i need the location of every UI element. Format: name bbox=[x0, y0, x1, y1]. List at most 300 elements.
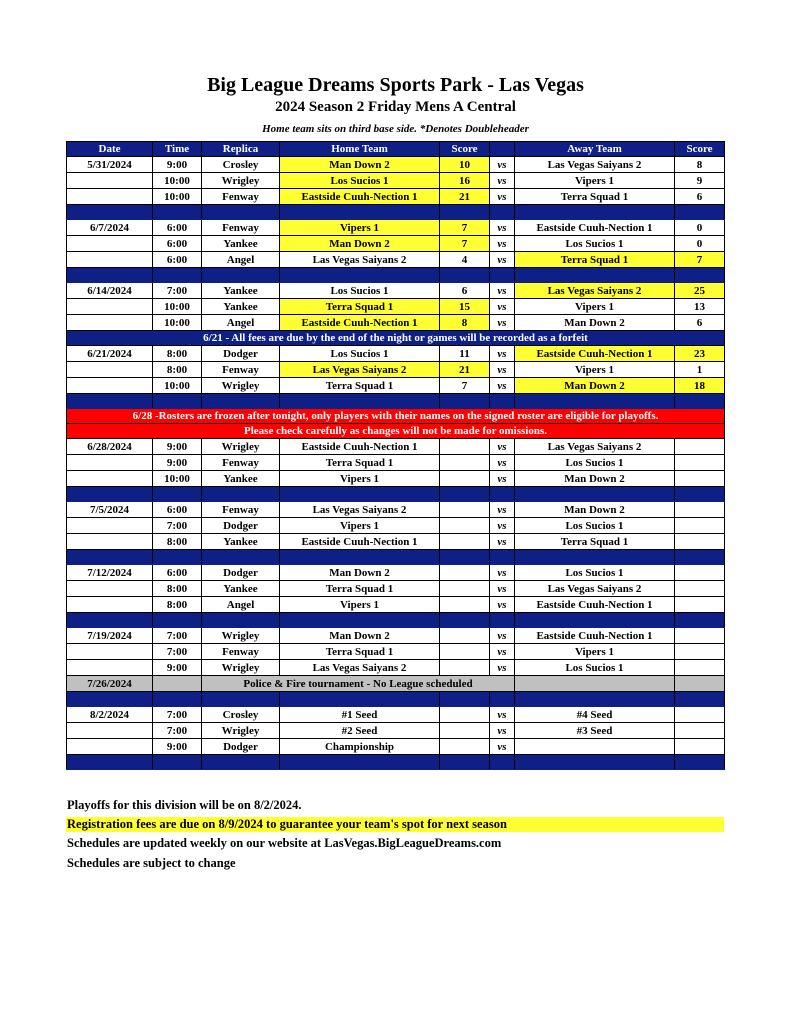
separator-cell bbox=[515, 487, 675, 502]
game-row bbox=[67, 236, 725, 252]
game-row bbox=[67, 581, 725, 597]
game-time: 6:00 bbox=[153, 252, 202, 268]
game-row bbox=[67, 471, 725, 487]
game-time: 10:00 bbox=[153, 299, 202, 315]
separator-cell bbox=[280, 755, 440, 770]
separator-cell bbox=[675, 550, 725, 565]
separator-cell bbox=[515, 205, 675, 220]
game-date: 6/14/2024 bbox=[67, 283, 153, 299]
home-score bbox=[440, 455, 490, 471]
game-field: Fenway bbox=[202, 362, 280, 378]
away-score bbox=[675, 723, 725, 739]
away-score bbox=[675, 471, 725, 487]
page-subtitle: 2024 Season 2 Friday Mens A Central bbox=[275, 99, 516, 115]
separator-cell bbox=[515, 268, 675, 283]
home-team: Las Vegas Saiyans 2 bbox=[280, 660, 440, 676]
separator-cell bbox=[440, 268, 490, 283]
game-field: Wrigley bbox=[202, 628, 280, 644]
vs-label: vs bbox=[490, 220, 515, 236]
no-league-row bbox=[67, 676, 725, 692]
away-score bbox=[675, 439, 725, 455]
vs-label: vs bbox=[490, 660, 515, 676]
empty-cell bbox=[153, 676, 202, 692]
game-field: Yankee bbox=[202, 581, 280, 597]
game-row bbox=[67, 597, 725, 613]
game-field: Fenway bbox=[202, 455, 280, 471]
home-score bbox=[440, 518, 490, 534]
game-field: Dodger bbox=[202, 518, 280, 534]
separator-cell bbox=[202, 550, 280, 565]
game-row bbox=[67, 502, 725, 518]
home-team: Las Vegas Saiyans 2 bbox=[280, 252, 440, 268]
away-team: Man Down 2 bbox=[515, 502, 675, 518]
separator-cell bbox=[440, 205, 490, 220]
separator-cell bbox=[490, 550, 515, 565]
game-field: Yankee bbox=[202, 471, 280, 487]
away-score: 23 bbox=[675, 346, 725, 362]
separator-cell bbox=[675, 613, 725, 628]
vs-label: vs bbox=[490, 439, 515, 455]
column-header: Away Team bbox=[515, 142, 675, 157]
game-time: 8:00 bbox=[153, 597, 202, 613]
game-date: 8/2/2024 bbox=[67, 707, 153, 723]
footer-website: Schedules are updated weekly on our website at LasVegas.BigLeagueDreams.com bbox=[67, 836, 502, 850]
home-score bbox=[440, 581, 490, 597]
away-team bbox=[515, 739, 675, 755]
vs-label: vs bbox=[490, 157, 515, 173]
game-row bbox=[67, 252, 725, 268]
vs-label: vs bbox=[490, 723, 515, 739]
separator-row bbox=[67, 394, 725, 409]
game-time: 9:00 bbox=[153, 439, 202, 455]
game-row bbox=[67, 518, 725, 534]
separator-cell bbox=[440, 755, 490, 770]
separator-cell bbox=[675, 394, 725, 409]
page-title: Big League Dreams Sports Park - Las Vegas bbox=[207, 74, 584, 96]
game-field: Yankee bbox=[202, 534, 280, 550]
vs-label: vs bbox=[490, 581, 515, 597]
separator-cell bbox=[440, 394, 490, 409]
home-score bbox=[440, 439, 490, 455]
away-score bbox=[675, 628, 725, 644]
away-score: 9 bbox=[675, 173, 725, 189]
game-row bbox=[67, 283, 725, 299]
separator-cell bbox=[490, 692, 515, 707]
game-field: Dodger bbox=[202, 346, 280, 362]
separator-row bbox=[67, 613, 725, 628]
game-row bbox=[67, 173, 725, 189]
game-field: Fenway bbox=[202, 644, 280, 660]
away-team: Las Vegas Saiyans 2 bbox=[515, 283, 675, 299]
game-field: Yankee bbox=[202, 283, 280, 299]
game-field: Crosley bbox=[202, 157, 280, 173]
column-header: Replica bbox=[202, 142, 280, 157]
no-league-date: 7/26/2024 bbox=[67, 676, 153, 692]
away-team: Vipers 1 bbox=[515, 362, 675, 378]
game-time: 10:00 bbox=[153, 173, 202, 189]
home-score bbox=[440, 628, 490, 644]
game-row bbox=[67, 299, 725, 315]
game-date: 7/19/2024 bbox=[67, 628, 153, 644]
notice-text: Please check carefully as changes will not be made for omissions. bbox=[67, 424, 725, 439]
separator-cell bbox=[202, 394, 280, 409]
home-score bbox=[440, 565, 490, 581]
footer-registration: Registration fees are due on 8/9/2024 to guarantee your team's spot for next season bbox=[66, 817, 724, 832]
game-row bbox=[67, 362, 725, 378]
game-field: Yankee bbox=[202, 299, 280, 315]
separator-cell bbox=[515, 550, 675, 565]
away-team: Man Down 2 bbox=[515, 471, 675, 487]
home-team: Championship bbox=[280, 739, 440, 755]
away-score: 6 bbox=[675, 315, 725, 331]
vs-label: vs bbox=[490, 565, 515, 581]
away-team: Vipers 1 bbox=[515, 173, 675, 189]
vs-label: vs bbox=[490, 346, 515, 362]
home-team: Vipers 1 bbox=[280, 220, 440, 236]
empty-cell bbox=[515, 676, 675, 692]
vs-label: vs bbox=[490, 471, 515, 487]
separator-row bbox=[67, 692, 725, 707]
separator-cell bbox=[153, 268, 202, 283]
separator-cell bbox=[440, 487, 490, 502]
away-team: Terra Squad 1 bbox=[515, 189, 675, 205]
separator-cell bbox=[202, 613, 280, 628]
home-team: Man Down 2 bbox=[280, 157, 440, 173]
away-score bbox=[675, 660, 725, 676]
separator-cell bbox=[153, 487, 202, 502]
separator-row bbox=[67, 755, 725, 770]
game-field: Wrigley bbox=[202, 439, 280, 455]
game-date bbox=[67, 189, 153, 205]
game-field: Dodger bbox=[202, 739, 280, 755]
separator-cell bbox=[67, 550, 153, 565]
game-date: 6/7/2024 bbox=[67, 220, 153, 236]
away-team: Los Sucios 1 bbox=[515, 660, 675, 676]
home-score bbox=[440, 723, 490, 739]
away-score: 13 bbox=[675, 299, 725, 315]
separator-cell bbox=[280, 394, 440, 409]
game-date: 6/28/2024 bbox=[67, 439, 153, 455]
game-field: Fenway bbox=[202, 220, 280, 236]
game-row bbox=[67, 378, 725, 394]
away-team: Terra Squad 1 bbox=[515, 534, 675, 550]
home-team: Eastside Cuuh-Nection 1 bbox=[280, 439, 440, 455]
vs-label: vs bbox=[490, 283, 515, 299]
away-score: 0 bbox=[675, 220, 725, 236]
fees-notice-row bbox=[67, 331, 725, 346]
away-score: 8 bbox=[675, 157, 725, 173]
home-score bbox=[440, 644, 490, 660]
game-date bbox=[67, 236, 153, 252]
vs-label: vs bbox=[490, 502, 515, 518]
away-team: Terra Squad 1 bbox=[515, 252, 675, 268]
game-date: 7/5/2024 bbox=[67, 502, 153, 518]
vs-label: vs bbox=[490, 189, 515, 205]
header-row bbox=[67, 142, 725, 157]
game-date bbox=[67, 723, 153, 739]
home-score: 11 bbox=[440, 346, 490, 362]
away-team: Eastside Cuuh-Nection 1 bbox=[515, 346, 675, 362]
separator-cell bbox=[440, 613, 490, 628]
game-date bbox=[67, 362, 153, 378]
separator-cell bbox=[67, 205, 153, 220]
home-team: Vipers 1 bbox=[280, 518, 440, 534]
separator-cell bbox=[280, 550, 440, 565]
home-team: #2 Seed bbox=[280, 723, 440, 739]
game-field: Yankee bbox=[202, 236, 280, 252]
home-team: Terra Squad 1 bbox=[280, 644, 440, 660]
separator-cell bbox=[515, 692, 675, 707]
game-date bbox=[67, 252, 153, 268]
game-time: 8:00 bbox=[153, 346, 202, 362]
home-team: Eastside Cuuh-Nection 1 bbox=[280, 315, 440, 331]
separator-cell bbox=[675, 268, 725, 283]
game-date bbox=[67, 173, 153, 189]
game-row bbox=[67, 439, 725, 455]
vs-label: vs bbox=[490, 378, 515, 394]
game-date bbox=[67, 581, 153, 597]
game-field: Dodger bbox=[202, 565, 280, 581]
schedule-table bbox=[66, 141, 725, 770]
separator-cell bbox=[67, 613, 153, 628]
home-score bbox=[440, 660, 490, 676]
home-score: 10 bbox=[440, 157, 490, 173]
away-score: 0 bbox=[675, 236, 725, 252]
home-score: 16 bbox=[440, 173, 490, 189]
game-field: Wrigley bbox=[202, 378, 280, 394]
game-time: 7:00 bbox=[153, 628, 202, 644]
separator-cell bbox=[67, 268, 153, 283]
home-score: 21 bbox=[440, 362, 490, 378]
vs-label: vs bbox=[490, 518, 515, 534]
separator-cell bbox=[153, 613, 202, 628]
game-time: 9:00 bbox=[153, 660, 202, 676]
notice-text: 6/28 -Rosters are frozen after tonight, only players with their names on the signed roster are eligible for playoffs. bbox=[67, 409, 725, 424]
game-row bbox=[67, 220, 725, 236]
separator-cell bbox=[67, 487, 153, 502]
game-row bbox=[67, 315, 725, 331]
roster-notice-row bbox=[67, 424, 725, 439]
away-team: #4 Seed bbox=[515, 707, 675, 723]
home-score: 4 bbox=[440, 252, 490, 268]
game-time: 6:00 bbox=[153, 236, 202, 252]
home-score bbox=[440, 597, 490, 613]
away-score bbox=[675, 581, 725, 597]
home-team: Los Sucios 1 bbox=[280, 283, 440, 299]
separator-cell bbox=[675, 755, 725, 770]
home-team: Man Down 2 bbox=[280, 628, 440, 644]
away-team: Los Sucios 1 bbox=[515, 565, 675, 581]
column-header: Time bbox=[153, 142, 202, 157]
game-date bbox=[67, 299, 153, 315]
home-team: Terra Squad 1 bbox=[280, 455, 440, 471]
game-row bbox=[67, 534, 725, 550]
home-score bbox=[440, 502, 490, 518]
separator-cell bbox=[280, 487, 440, 502]
away-team: Eastside Cuuh-Nection 1 bbox=[515, 597, 675, 613]
vs-label: vs bbox=[490, 252, 515, 268]
home-team: Terra Squad 1 bbox=[280, 378, 440, 394]
separator-row bbox=[67, 205, 725, 220]
separator-cell bbox=[490, 394, 515, 409]
game-row bbox=[67, 707, 725, 723]
game-row bbox=[67, 565, 725, 581]
vs-label: vs bbox=[490, 173, 515, 189]
away-score bbox=[675, 565, 725, 581]
home-team: Terra Squad 1 bbox=[280, 299, 440, 315]
game-date bbox=[67, 534, 153, 550]
separator-cell bbox=[202, 487, 280, 502]
footer-subject: Schedules are subject to change bbox=[67, 856, 236, 870]
game-row bbox=[67, 346, 725, 362]
separator-cell bbox=[153, 205, 202, 220]
game-field: Wrigley bbox=[202, 723, 280, 739]
home-team: Las Vegas Saiyans 2 bbox=[280, 362, 440, 378]
game-date bbox=[67, 518, 153, 534]
away-score bbox=[675, 644, 725, 660]
home-team: Eastside Cuuh-Nection 1 bbox=[280, 189, 440, 205]
game-row bbox=[67, 157, 725, 173]
away-score: 25 bbox=[675, 283, 725, 299]
column-header: Score bbox=[675, 142, 725, 157]
vs-label: vs bbox=[490, 739, 515, 755]
game-time: 9:00 bbox=[153, 157, 202, 173]
separator-cell bbox=[153, 394, 202, 409]
game-time: 7:00 bbox=[153, 707, 202, 723]
away-team: #3 Seed bbox=[515, 723, 675, 739]
separator-cell bbox=[675, 692, 725, 707]
game-time: 7:00 bbox=[153, 518, 202, 534]
home-team: #1 Seed bbox=[280, 707, 440, 723]
vs-label: vs bbox=[490, 644, 515, 660]
separator-row bbox=[67, 550, 725, 565]
column-header: Date bbox=[67, 142, 153, 157]
game-row bbox=[67, 189, 725, 205]
game-row bbox=[67, 723, 725, 739]
away-team: Las Vegas Saiyans 2 bbox=[515, 581, 675, 597]
game-field: Crosley bbox=[202, 707, 280, 723]
separator-cell bbox=[515, 613, 675, 628]
away-score: 6 bbox=[675, 189, 725, 205]
separator-cell bbox=[490, 613, 515, 628]
game-time: 6:00 bbox=[153, 220, 202, 236]
vs-label: vs bbox=[490, 455, 515, 471]
game-row bbox=[67, 628, 725, 644]
game-field: Wrigley bbox=[202, 173, 280, 189]
game-field: Angel bbox=[202, 597, 280, 613]
vs-label: vs bbox=[490, 534, 515, 550]
game-row bbox=[67, 644, 725, 660]
game-date: 5/31/2024 bbox=[67, 157, 153, 173]
game-date: 7/12/2024 bbox=[67, 565, 153, 581]
game-date: 6/21/2024 bbox=[67, 346, 153, 362]
home-score: 6 bbox=[440, 283, 490, 299]
away-team: Man Down 2 bbox=[515, 315, 675, 331]
game-row bbox=[67, 660, 725, 676]
game-date bbox=[67, 739, 153, 755]
away-team: Las Vegas Saiyans 2 bbox=[515, 439, 675, 455]
game-time: 7:00 bbox=[153, 644, 202, 660]
away-team: Los Sucios 1 bbox=[515, 236, 675, 252]
home-score: 7 bbox=[440, 378, 490, 394]
vs-label: vs bbox=[490, 299, 515, 315]
away-score bbox=[675, 534, 725, 550]
separator-cell bbox=[202, 755, 280, 770]
home-score: 7 bbox=[440, 220, 490, 236]
game-time: 6:00 bbox=[153, 502, 202, 518]
home-score: 8 bbox=[440, 315, 490, 331]
game-date bbox=[67, 455, 153, 471]
game-date bbox=[67, 644, 153, 660]
separator-cell bbox=[675, 205, 725, 220]
header-note: Home team sits on third base side. *Denotes Doubleheader bbox=[262, 123, 529, 135]
away-score: 18 bbox=[675, 378, 725, 394]
game-time: 10:00 bbox=[153, 315, 202, 331]
separator-cell bbox=[67, 755, 153, 770]
vs-label: vs bbox=[490, 628, 515, 644]
game-date bbox=[67, 660, 153, 676]
footer-playoffs: Playoffs for this division will be on 8/2/2024. bbox=[67, 798, 302, 812]
game-time: 8:00 bbox=[153, 581, 202, 597]
home-team: Vipers 1 bbox=[280, 471, 440, 487]
vs-label: vs bbox=[490, 362, 515, 378]
vs-label: vs bbox=[490, 315, 515, 331]
home-team: Man Down 2 bbox=[280, 236, 440, 252]
home-team: Terra Squad 1 bbox=[280, 581, 440, 597]
game-date bbox=[67, 378, 153, 394]
separator-cell bbox=[67, 692, 153, 707]
vs-label: vs bbox=[490, 236, 515, 252]
notice-text: 6/21 - All fees are due by the end of the night or games will be recorded as a forfeit bbox=[67, 331, 725, 346]
away-team: Vipers 1 bbox=[515, 644, 675, 660]
separator-row bbox=[67, 268, 725, 283]
away-team: Los Sucios 1 bbox=[515, 518, 675, 534]
separator-cell bbox=[153, 550, 202, 565]
away-team: Eastside Cuuh-Nection 1 bbox=[515, 628, 675, 644]
away-team: Vipers 1 bbox=[515, 299, 675, 315]
game-row bbox=[67, 455, 725, 471]
game-field: Fenway bbox=[202, 502, 280, 518]
game-time: 6:00 bbox=[153, 565, 202, 581]
home-team: Los Sucios 1 bbox=[280, 173, 440, 189]
separator-cell bbox=[202, 692, 280, 707]
separator-cell bbox=[280, 268, 440, 283]
game-time: 8:00 bbox=[153, 534, 202, 550]
home-score: 15 bbox=[440, 299, 490, 315]
away-team: Los Sucios 1 bbox=[515, 455, 675, 471]
column-header: Home Team bbox=[280, 142, 440, 157]
game-time: 10:00 bbox=[153, 189, 202, 205]
separator-cell bbox=[515, 755, 675, 770]
separator-cell bbox=[280, 205, 440, 220]
home-team: Eastside Cuuh-Nection 1 bbox=[280, 534, 440, 550]
separator-cell bbox=[280, 692, 440, 707]
game-time: 7:00 bbox=[153, 723, 202, 739]
vs-label: vs bbox=[490, 707, 515, 723]
away-team: Man Down 2 bbox=[515, 378, 675, 394]
home-team: Las Vegas Saiyans 2 bbox=[280, 502, 440, 518]
separator-cell bbox=[675, 487, 725, 502]
vs-label: vs bbox=[490, 597, 515, 613]
separator-cell bbox=[490, 487, 515, 502]
away-score bbox=[675, 502, 725, 518]
separator-cell bbox=[280, 613, 440, 628]
home-score: 21 bbox=[440, 189, 490, 205]
home-score bbox=[440, 471, 490, 487]
separator-cell bbox=[67, 394, 153, 409]
game-time: 8:00 bbox=[153, 362, 202, 378]
separator-row bbox=[67, 487, 725, 502]
